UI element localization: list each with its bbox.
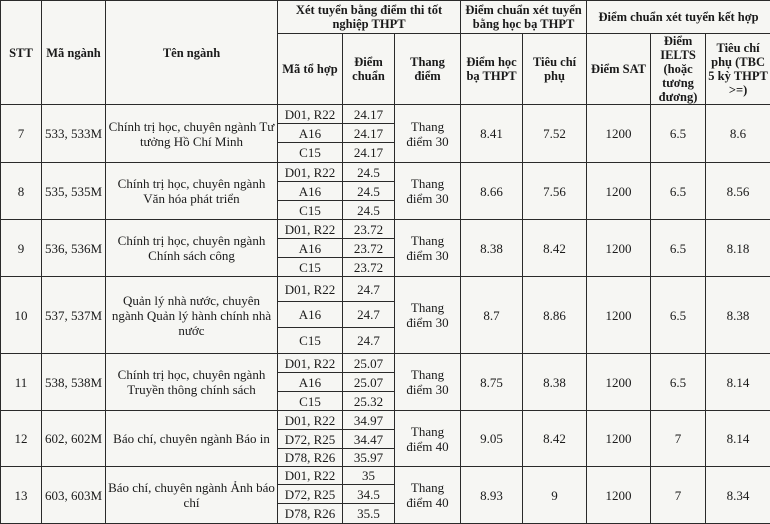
cell-diem-ielts: 6.5 xyxy=(651,105,706,163)
cell-ma-to-hop: A16 xyxy=(278,373,343,392)
cell-stt: 8 xyxy=(1,163,42,220)
cell-ma-to-hop: D01, R22 xyxy=(278,277,343,302)
cell-diem-chuan: 24.7 xyxy=(343,302,395,328)
cell-ma-to-hop: D01, R22 xyxy=(278,105,343,124)
cell-diem-sat: 1200 xyxy=(587,277,651,354)
cell-ma-nganh: 533, 533M xyxy=(42,105,106,163)
cell-thang-diem: Thang điểm 30 xyxy=(395,220,461,277)
cell-ma-to-hop: D01, R22 xyxy=(278,467,343,485)
header-stt: STT xyxy=(1,1,42,105)
header-group-kethop: Điểm chuẩn xét tuyển kết hợp xyxy=(587,1,770,34)
cell-diem-chuan: 24.5 xyxy=(343,182,395,201)
cell-stt: 13 xyxy=(1,467,42,524)
cell-thang-diem: Thang điểm 30 xyxy=(395,163,461,220)
cell-ma-to-hop: D01, R22 xyxy=(278,163,343,182)
cell-tieu-chi-phu: 8.42 xyxy=(523,220,587,277)
cell-diem-chuan: 24.7 xyxy=(343,328,395,354)
cell-ma-to-hop: A16 xyxy=(278,302,343,328)
cell-diem-chuan: 34.47 xyxy=(343,430,395,449)
cell-ma-to-hop: C15 xyxy=(278,392,343,411)
header-tieu-chi-phu-kethop: Tiêu chí phụ (TBC 5 kỳ THPT >=) xyxy=(706,34,770,105)
cell-diem-chuan: 25.07 xyxy=(343,373,395,392)
cell-tieu-chi-phu: 8.38 xyxy=(523,354,587,411)
cell-ma-to-hop: A16 xyxy=(278,239,343,258)
cell-diem-chuan: 24.17 xyxy=(343,105,395,124)
cell-ma-to-hop: C15 xyxy=(278,143,343,163)
cell-stt: 10 xyxy=(1,277,42,354)
cell-diem-chuan: 25.32 xyxy=(343,392,395,411)
cell-thang-diem: Thang điểm 30 xyxy=(395,105,461,163)
table-row xyxy=(1,411,770,430)
header-ten-nganh: Tên ngành xyxy=(106,1,278,105)
cell-ma-to-hop: C15 xyxy=(278,328,343,354)
table-row xyxy=(1,220,770,239)
table-row xyxy=(1,163,770,182)
cell-ma-to-hop: A16 xyxy=(278,124,343,143)
cell-ma-nganh: 602, 602M xyxy=(42,411,106,467)
cell-diem-sat: 1200 xyxy=(587,105,651,163)
cell-diem-chuan: 35.5 xyxy=(343,504,395,524)
cell-diem-sat: 1200 xyxy=(587,163,651,220)
cell-tieu-chi-phu-kethop: 8.34 xyxy=(706,467,770,524)
cell-diem-hoc-ba: 8.41 xyxy=(461,105,523,163)
cell-ma-to-hop: D78, R26 xyxy=(278,449,343,467)
cell-diem-hoc-ba: 8.38 xyxy=(461,220,523,277)
cell-diem-chuan: 24.5 xyxy=(343,163,395,182)
cell-tieu-chi-phu-kethop: 8.56 xyxy=(706,163,770,220)
cell-stt: 11 xyxy=(1,354,42,411)
cell-ma-nganh: 535, 535M xyxy=(42,163,106,220)
table-header xyxy=(1,1,770,105)
header-diem-hoc-ba: Điểm học bạ THPT xyxy=(461,34,523,105)
cell-diem-hoc-ba: 8.7 xyxy=(461,277,523,354)
header-group-thpt: Xét tuyển bằng điểm thi tốt nghiệp THPT xyxy=(278,1,461,34)
header-ma-to-hop: Mã tổ hợp xyxy=(278,34,343,105)
table-body xyxy=(1,105,770,524)
header-group-hocba: Điểm chuẩn xét tuyển bằng học bạ THPT xyxy=(461,1,587,34)
cell-ten-nganh: Chính trị học, chuyên ngành Văn hóa phát triển xyxy=(106,163,278,220)
cell-diem-chuan: 34.97 xyxy=(343,411,395,430)
header-tieu-chi-phu: Tiêu chí phụ xyxy=(523,34,587,105)
cell-stt: 7 xyxy=(1,105,42,163)
cell-diem-chuan: 23.72 xyxy=(343,220,395,239)
cell-diem-chuan: 24.5 xyxy=(343,201,395,220)
cell-diem-ielts: 6.5 xyxy=(651,277,706,354)
cell-ten-nganh: Quản lý nhà nước, chuyên ngành Quản lý hành chính nhà nước xyxy=(106,277,278,354)
cell-ten-nganh: Báo chí, chuyên ngành Báo in xyxy=(106,411,278,467)
cell-ma-nganh: 536, 536M xyxy=(42,220,106,277)
cell-diem-sat: 1200 xyxy=(587,467,651,524)
cell-stt: 12 xyxy=(1,411,42,467)
header-ma-nganh: Mã ngành xyxy=(42,1,106,105)
cell-ten-nganh: Chính trị học, chuyên ngành Chính sách công xyxy=(106,220,278,277)
cell-tieu-chi-phu: 7.52 xyxy=(523,105,587,163)
cell-diem-chuan: 35 xyxy=(343,467,395,485)
cell-ten-nganh: Báo chí, chuyên ngành Ảnh báo chí xyxy=(106,467,278,524)
cell-ma-to-hop: D01, R22 xyxy=(278,411,343,430)
cell-diem-chuan: 23.72 xyxy=(343,258,395,277)
cell-ma-nganh: 537, 537M xyxy=(42,277,106,354)
cell-diem-chuan: 35.97 xyxy=(343,449,395,467)
cell-diem-chuan: 34.5 xyxy=(343,485,395,504)
cell-diem-ielts: 6.5 xyxy=(651,163,706,220)
cell-tieu-chi-phu-kethop: 8.38 xyxy=(706,277,770,354)
cell-thang-diem: Thang điểm 40 xyxy=(395,467,461,524)
cell-diem-ielts: 7 xyxy=(651,411,706,467)
cell-diem-chuan: 25.07 xyxy=(343,354,395,373)
cell-ma-to-hop: D78, R26 xyxy=(278,504,343,524)
cell-ten-nganh: Chính trị học, chuyên ngành Tư tưởng Hồ Chí Minh xyxy=(106,105,278,163)
header-diem-chuan: Điểm chuẩn xyxy=(343,34,395,105)
table-row xyxy=(1,467,770,485)
cell-ma-to-hop: D72, R25 xyxy=(278,485,343,504)
cell-diem-sat: 1200 xyxy=(587,354,651,411)
cell-diem-hoc-ba: 8.66 xyxy=(461,163,523,220)
cell-diem-chuan: 24.17 xyxy=(343,143,395,163)
cell-thang-diem: Thang điểm 30 xyxy=(395,354,461,411)
cell-diem-hoc-ba: 9.05 xyxy=(461,411,523,467)
table-row xyxy=(1,354,770,373)
cell-thang-diem: Thang điểm 40 xyxy=(395,411,461,467)
cell-diem-ielts: 6.5 xyxy=(651,354,706,411)
cell-diem-sat: 1200 xyxy=(587,411,651,467)
cell-ma-nganh: 538, 538M xyxy=(42,354,106,411)
cell-diem-chuan: 24.7 xyxy=(343,277,395,302)
table-row xyxy=(1,105,770,124)
cell-ma-to-hop: A16 xyxy=(278,182,343,201)
cell-tieu-chi-phu-kethop: 8.14 xyxy=(706,411,770,467)
cell-tieu-chi-phu: 7.56 xyxy=(523,163,587,220)
cell-diem-sat: 1200 xyxy=(587,220,651,277)
table-row xyxy=(1,277,770,302)
cell-diem-chuan: 24.17 xyxy=(343,124,395,143)
cell-thang-diem: Thang điểm 30 xyxy=(395,277,461,354)
cell-tieu-chi-phu-kethop: 8.6 xyxy=(706,105,770,163)
cell-tieu-chi-phu-kethop: 8.18 xyxy=(706,220,770,277)
header-diem-ielts: Điểm IELTS (hoặc tương đương) xyxy=(651,34,706,105)
cell-diem-hoc-ba: 8.93 xyxy=(461,467,523,524)
cell-ma-to-hop: D72, R25 xyxy=(278,430,343,449)
cell-tieu-chi-phu-kethop: 8.14 xyxy=(706,354,770,411)
cell-ten-nganh: Chính trị học, chuyên ngành Truyền thông chính sách xyxy=(106,354,278,411)
cell-diem-hoc-ba: 8.75 xyxy=(461,354,523,411)
cell-stt: 9 xyxy=(1,220,42,277)
cell-diem-ielts: 6.5 xyxy=(651,220,706,277)
cell-ma-to-hop: D01, R22 xyxy=(278,354,343,373)
header-diem-sat: Điểm SAT xyxy=(587,34,651,105)
cell-ma-to-hop: D01, R22 xyxy=(278,220,343,239)
cell-ma-nganh: 603, 603M xyxy=(42,467,106,524)
cell-tieu-chi-phu: 8.86 xyxy=(523,277,587,354)
cell-tieu-chi-phu: 9 xyxy=(523,467,587,524)
cell-tieu-chi-phu: 8.42 xyxy=(523,411,587,467)
header-thang-diem: Thang điểm xyxy=(395,34,461,105)
cell-diem-ielts: 7 xyxy=(651,467,706,524)
cell-diem-chuan: 23.72 xyxy=(343,239,395,258)
cell-ma-to-hop: C15 xyxy=(278,258,343,277)
cell-ma-to-hop: C15 xyxy=(278,201,343,220)
